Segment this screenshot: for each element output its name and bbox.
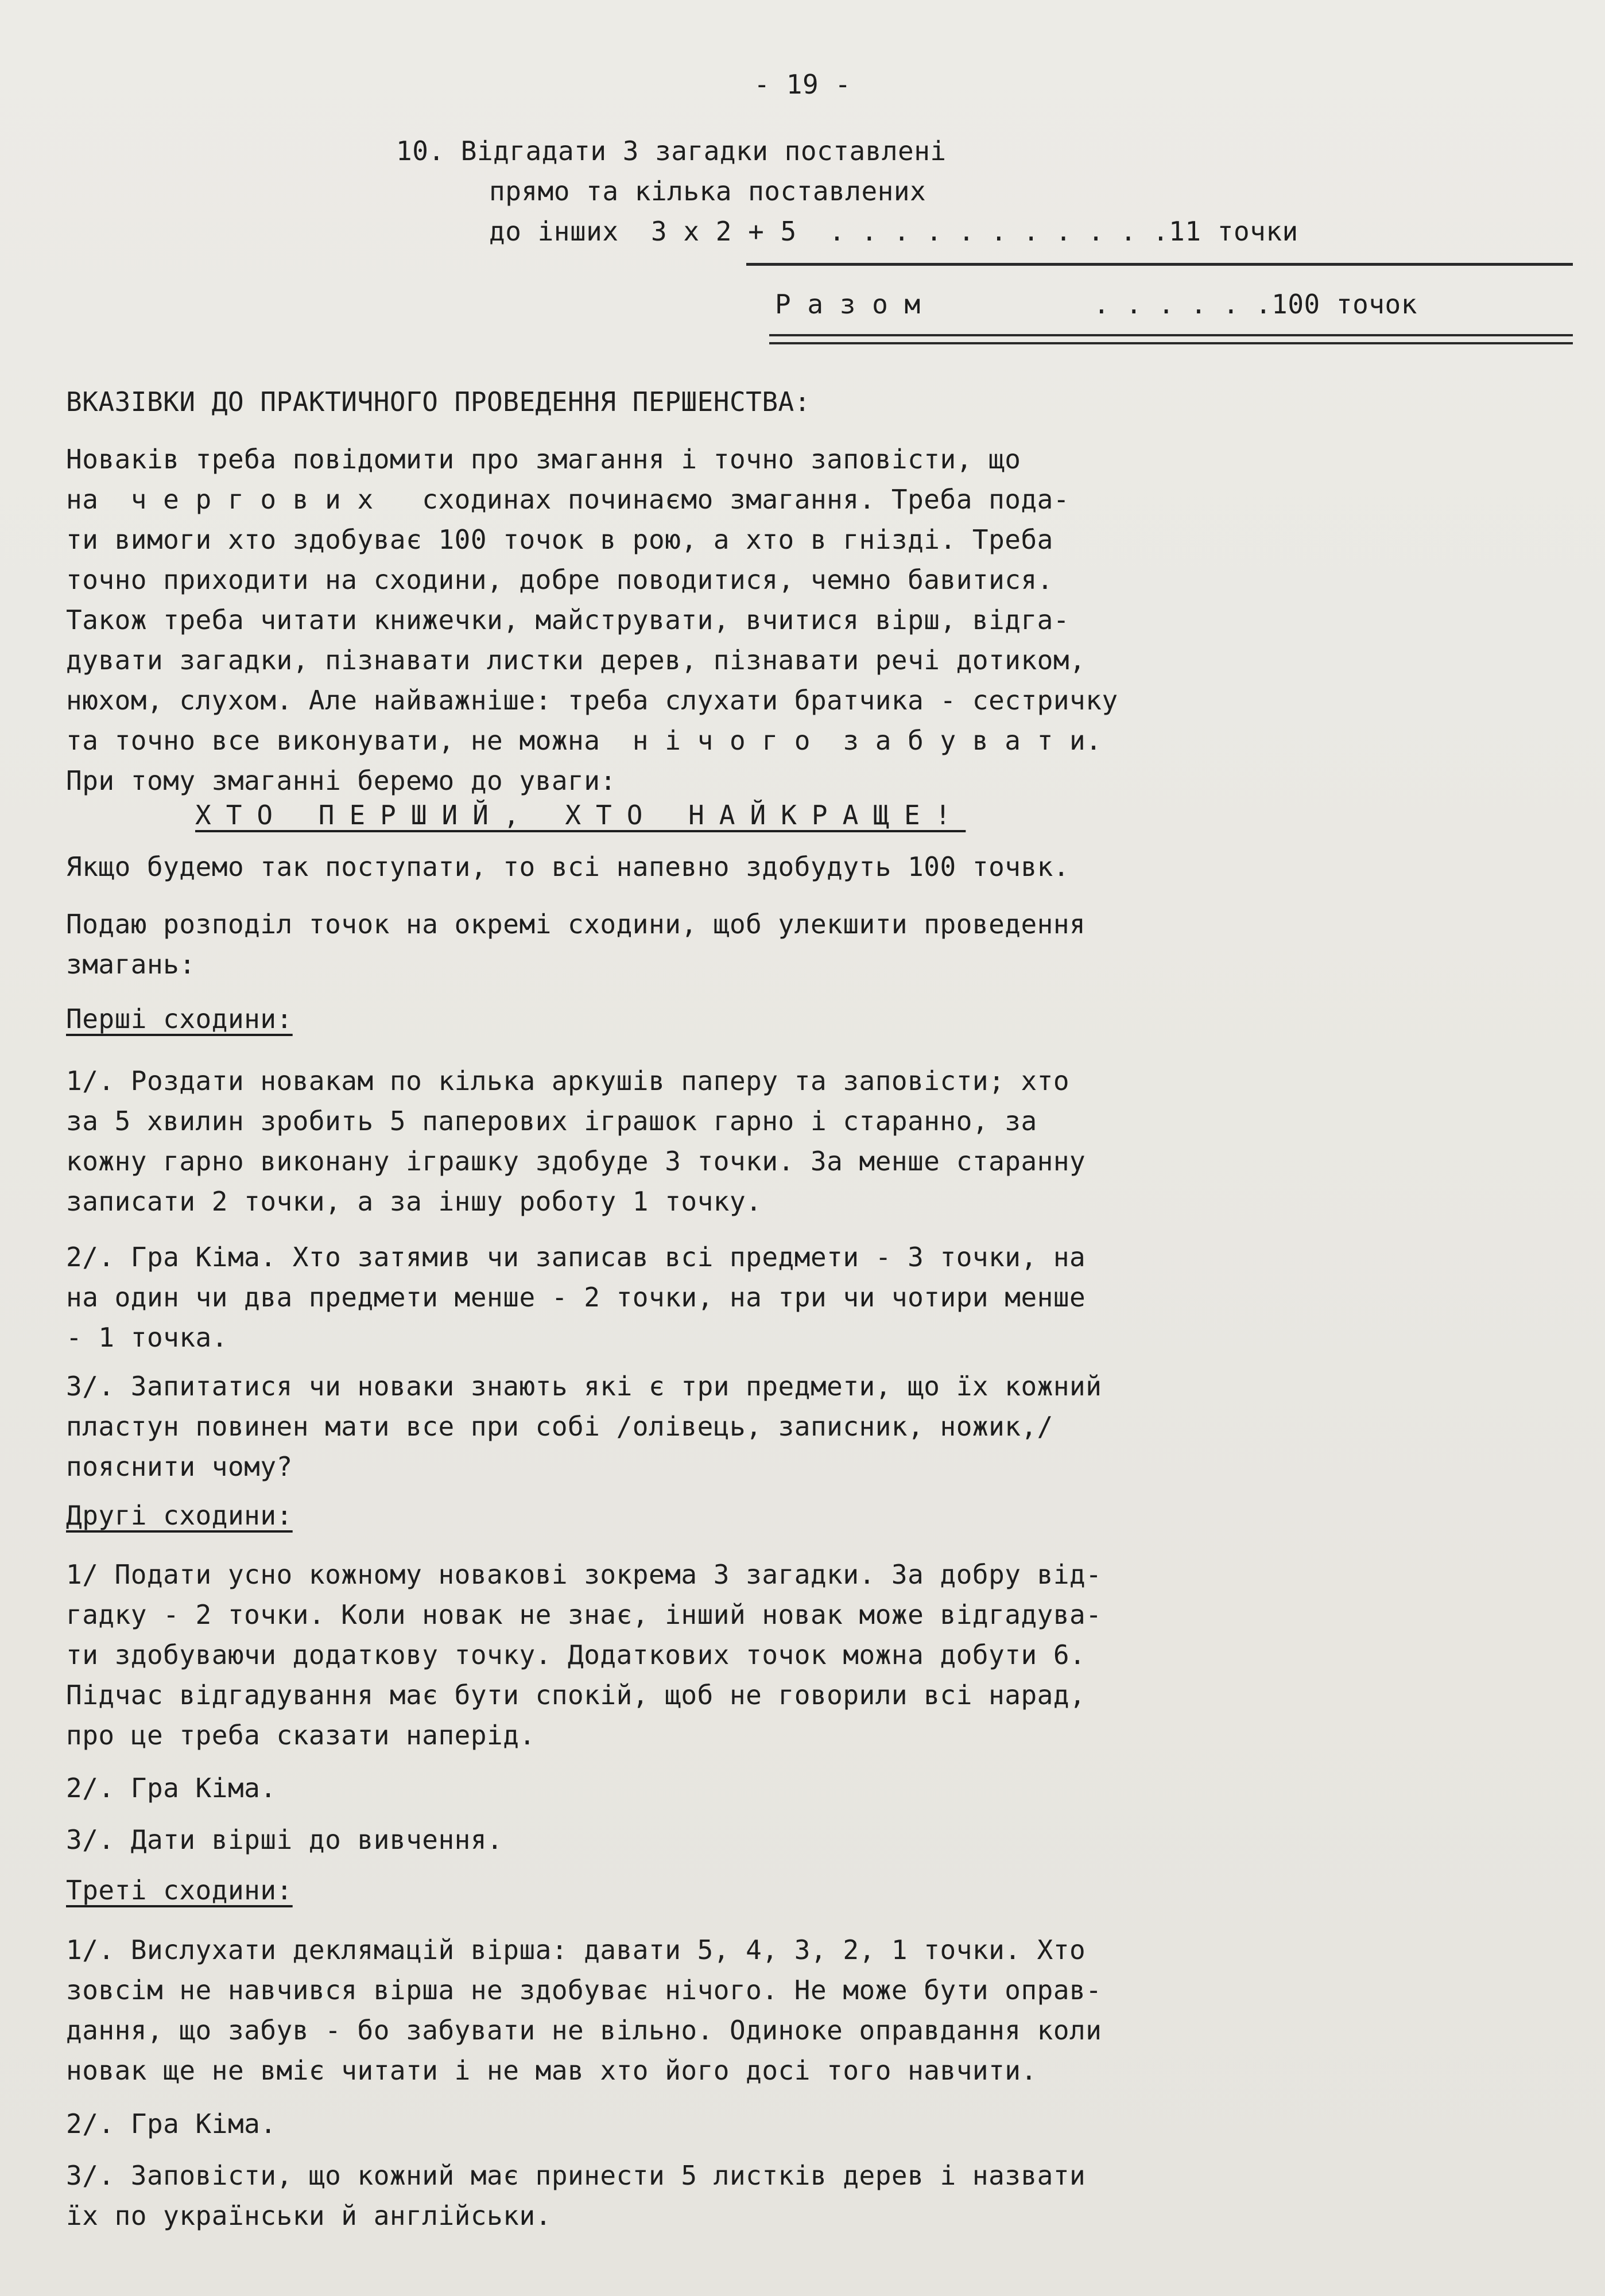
first-item2-line: - 1 точка. [66, 1322, 228, 1353]
first-item1-line: записати 2 точки, а за іншу роботу 1 точку. [66, 1186, 762, 1217]
third-item1-line: 1/. Вислухати деклямацій вірша: давати 5, 4, 3, 2, 1 точки. Хто [66, 1934, 1086, 1965]
third-item2: 2/. Гра Кіма. [66, 2108, 277, 2139]
motto: ХТО ПЕРШИЙ, ХТО НАЙКРАЩЕ! [195, 800, 966, 831]
second-item1-line: ти здобуваючи додаткову точку. Додаткових точок можна добути 6. [66, 1639, 1086, 1670]
intro-line: Також треба читати книжечки, майструвати, вчитися вірш, відга- [66, 604, 1070, 635]
intro-line: на ч е р г о в и х сходинах починаємо змагання. Треба пода- [66, 484, 1070, 515]
first-item3-line: пояснити чому? [66, 1451, 293, 1482]
first-item3-line: пластун повинен мати все при собі /олівець, записник, ножик,/ [66, 1411, 1053, 1442]
second-item1-line: про це треба сказати наперід. [66, 1720, 536, 1751]
intro-line: ти вимоги хто здобуває 100 точок в рою, а хто в гнізді. Треба [66, 524, 1053, 555]
first-meeting-title: Перші сходини: [66, 1003, 293, 1034]
task10-line1: 10. Відгадати 3 загадки поставлені [396, 135, 947, 166]
first-item3-line: 3/. Запитатися чи новаки знають які є три предмети, що їх кожний [66, 1371, 1102, 1402]
first-item1-line: кожну гарно виконану іграшку здобуде 3 точки. За менше старанну [66, 1146, 1086, 1177]
total-label: Р а з о м [775, 289, 921, 320]
task10-line2: прямо та кілька поставлених [489, 176, 926, 207]
total-value: . . . . . .100 точок [1094, 289, 1417, 320]
page-number: - 19 - [754, 69, 851, 100]
first-item2-line: 2/. Гра Кіма. Хто затямив чи записав всі предмети - 3 точки, на [66, 1242, 1086, 1273]
instructions-heading: ВКАЗІВКИ ДО ПРАКТИЧНОГО ПРОВЕДЕННЯ ПЕРШЕНСТВА: [66, 386, 811, 417]
sum-rule [746, 263, 1573, 266]
distribution-line: змагань: [66, 949, 196, 980]
second-item1-line: Підчас відгадування має бути спокій, щоб не говорили всі нарад, [66, 1680, 1086, 1711]
intro-line: Новаків треба повідомити про змагання і точно заповісти, що [66, 444, 1021, 475]
total-double-rule [769, 334, 1573, 344]
third-item3-line: 3/. Заповісти, що кожний має принести 5 листків дерев і назвати [66, 2160, 1086, 2191]
intro-line: нюхом, слухом. Але найважніше: треба слухати братчика - сестричку [66, 685, 1118, 716]
intro-line: дувати загадки, пізнавати листки дерев, пізнавати речі дотиком, [66, 645, 1086, 676]
intro-line: та точно все виконувати, не можна н і ч о г о з а б у в а т и. [66, 725, 1102, 756]
third-meeting-title: Треті сходини: [66, 1875, 293, 1906]
conclusion: Якщо будемо так поступати, то всі напевно здобудуть 100 точвк. [66, 851, 1070, 882]
third-item1-line: дання, що забув - бо забувати не вільно. Одиноке оправдання коли [66, 2015, 1102, 2046]
intro-line: точно приходити на сходини, добре поводитися, чемно бавитися. [66, 564, 1053, 595]
second-item3: 3/. Дати вірші до вивчення. [66, 1824, 503, 1855]
third-item1-line: зовсім не навчився вірша не здобуває нічого. Не може бути оправ- [66, 1975, 1102, 2006]
task10-line3: до інших 3 x 2 + 5 . . . . . . . . . . .11 точки [489, 216, 1298, 247]
second-item1-line: 1/ Подати усно кожному новакові зокрема 3 загадки. За добру від- [66, 1559, 1102, 1590]
third-item3-line: їх по українськи й англійськи. [66, 2200, 552, 2231]
intro-line: При тому змаганні беремо до уваги: [66, 765, 617, 796]
distribution-line: Подаю розподіл точок на окремі сходини, щоб улекшити проведення [66, 909, 1086, 940]
first-item2-line: на один чи два предмети менше - 2 точки, на три чи чотири менше [66, 1282, 1086, 1313]
third-item1-line: новак ще не вміє читати і не мав хто його досі того навчити. [66, 2055, 1037, 2086]
first-item1-line: за 5 хвилин зробить 5 паперових іграшок гарно і старанно, за [66, 1106, 1037, 1137]
second-item1-line: гадку - 2 точки. Коли новак не знає, інший новак може відгадува- [66, 1599, 1102, 1630]
second-item2: 2/. Гра Кіма. [66, 1773, 277, 1804]
first-item1-line: 1/. Роздати новакам по кілька аркушів паперу та заповісти; хто [66, 1065, 1070, 1096]
second-meeting-title: Другі сходини: [66, 1500, 293, 1531]
